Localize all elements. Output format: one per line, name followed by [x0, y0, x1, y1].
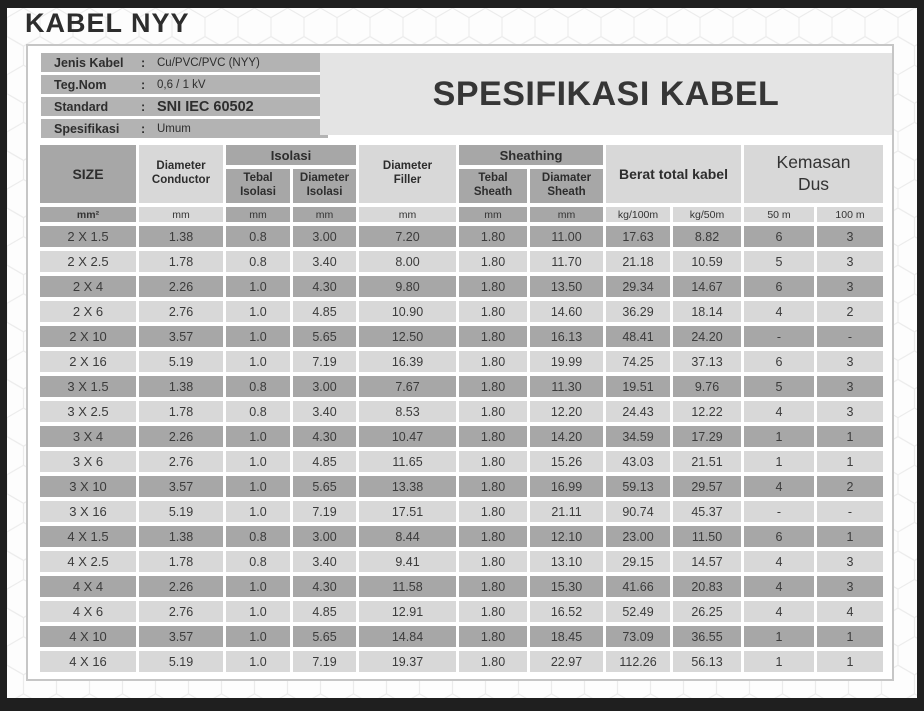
content-box: [26, 44, 894, 681]
value-cell: 19.37: [359, 651, 456, 672]
value-cell: 9.76: [673, 376, 741, 397]
value-cell: 14.67: [673, 276, 741, 297]
value-cell: 5.65: [293, 476, 356, 497]
unit-cell: mm: [293, 207, 356, 222]
value-cell: 11.70: [530, 251, 603, 272]
value-cell: 19.51: [606, 376, 670, 397]
value-cell: 29.57: [673, 476, 741, 497]
info-row-teg-nom: [41, 75, 328, 94]
value-cell: 22.97: [530, 651, 603, 672]
value-cell: 1: [817, 526, 883, 547]
value-cell: 1.80: [459, 301, 527, 322]
value-cell: 1.0: [226, 576, 290, 597]
value-cell: 20.83: [673, 576, 741, 597]
value-cell: 3: [817, 351, 883, 372]
value-cell: 1: [744, 626, 814, 647]
header-diameter-conductor: [139, 145, 223, 203]
value-cell: 1.80: [459, 351, 527, 372]
value-cell: 13.38: [359, 476, 456, 497]
value-cell: 10.47: [359, 426, 456, 447]
value-cell: 15.26: [530, 451, 603, 472]
value-cell: 12.22: [673, 401, 741, 422]
table-row: [40, 251, 883, 272]
size-cell: 4 X 10: [40, 626, 136, 647]
value-cell: 34.59: [606, 426, 670, 447]
spec-title-panel: [320, 53, 892, 135]
table-row: [40, 276, 883, 297]
value-cell: 1: [744, 426, 814, 447]
page-title: KABEL NYY: [25, 8, 190, 38]
value-cell: 5: [744, 251, 814, 272]
spec-title: SPESIFIKASI KABEL: [432, 74, 780, 113]
value-cell: 3.40: [293, 551, 356, 572]
value-cell: 3.00: [293, 226, 356, 247]
header-diamater-sheath-label: Diamater Sheath: [541, 172, 592, 198]
value-cell: 3.00: [293, 376, 356, 397]
value-cell: 6: [744, 226, 814, 247]
value-cell: 43.03: [606, 451, 670, 472]
table-row: [40, 451, 883, 472]
value-cell: 13.50: [530, 276, 603, 297]
value-cell: 4: [817, 601, 883, 622]
value-cell: 5.19: [139, 351, 223, 372]
value-cell: 3.57: [139, 626, 223, 647]
value-cell: 6: [744, 351, 814, 372]
info-sep: :: [141, 77, 146, 92]
info-value: 0,6 / 1 kV: [157, 78, 206, 91]
value-cell: 29.34: [606, 276, 670, 297]
value-cell: 24.43: [606, 401, 670, 422]
units-row: [40, 207, 883, 222]
value-cell: 1.0: [226, 301, 290, 322]
value-cell: 1.80: [459, 226, 527, 247]
unit-cell: 50 m: [744, 207, 814, 222]
value-cell: 0.8: [226, 376, 290, 397]
value-cell: 4.85: [293, 601, 356, 622]
value-cell: 14.20: [530, 426, 603, 447]
value-cell: 4: [744, 476, 814, 497]
table-row: [40, 226, 883, 247]
value-cell: 1.80: [459, 401, 527, 422]
value-cell: 11.65: [359, 451, 456, 472]
info-label: Jenis Kabel: [54, 55, 124, 70]
table-row: [40, 576, 883, 597]
value-cell: 1.0: [226, 476, 290, 497]
value-cell: 3: [817, 276, 883, 297]
value-cell: 1.78: [139, 401, 223, 422]
info-label: Spesifikasi: [54, 121, 120, 136]
value-cell: 23.00: [606, 526, 670, 547]
value-cell: 2: [817, 301, 883, 322]
value-cell: 1.80: [459, 326, 527, 347]
header-diameter-isolasi-label: Diameter Isolasi: [299, 172, 350, 198]
value-cell: 1.0: [226, 651, 290, 672]
value-cell: 1: [744, 651, 814, 672]
value-cell: 11.58: [359, 576, 456, 597]
value-cell: 19.99: [530, 351, 603, 372]
unit-cell: 100 m: [817, 207, 883, 222]
value-cell: 16.99: [530, 476, 603, 497]
value-cell: 4: [744, 301, 814, 322]
value-cell: 18.14: [673, 301, 741, 322]
value-cell: -: [817, 326, 883, 347]
header-diameter-filler-label: Diameter Filler: [382, 160, 433, 186]
value-cell: 5.65: [293, 326, 356, 347]
value-cell: 52.49: [606, 601, 670, 622]
size-cell: 2 X 1.5: [40, 226, 136, 247]
value-cell: 3: [817, 226, 883, 247]
info-label: Teg.Nom: [54, 77, 107, 92]
unit-cell: kg/50m: [673, 207, 741, 222]
value-cell: 1.78: [139, 551, 223, 572]
info-label: Standard: [54, 99, 109, 114]
value-cell: 1: [817, 451, 883, 472]
header-diameter-filler: [359, 145, 456, 203]
value-cell: 4.30: [293, 276, 356, 297]
value-cell: 36.29: [606, 301, 670, 322]
size-cell: 4 X 4: [40, 576, 136, 597]
unit-cell: kg/100m: [606, 207, 670, 222]
value-cell: 24.20: [673, 326, 741, 347]
value-cell: 17.51: [359, 501, 456, 522]
table-row: [40, 476, 883, 497]
size-cell: 2 X 2.5: [40, 251, 136, 272]
value-cell: -: [744, 501, 814, 522]
info-value: Cu/PVC/PVC (NYY): [157, 56, 260, 69]
value-cell: 1: [817, 626, 883, 647]
value-cell: 9.80: [359, 276, 456, 297]
cable-info-panel: [41, 53, 328, 141]
value-cell: 2.76: [139, 601, 223, 622]
value-cell: 1.38: [139, 226, 223, 247]
value-cell: 6: [744, 526, 814, 547]
value-cell: 14.57: [673, 551, 741, 572]
size-cell: 3 X 2.5: [40, 401, 136, 422]
value-cell: 1.80: [459, 651, 527, 672]
value-cell: 1.80: [459, 576, 527, 597]
header-tebal-isolasi: [226, 169, 290, 203]
header-isolasi-group: Isolasi: [226, 145, 356, 165]
value-cell: 10.90: [359, 301, 456, 322]
unit-cell: mm: [459, 207, 527, 222]
value-cell: 1.80: [459, 451, 527, 472]
header-size: SIZE: [40, 145, 136, 203]
value-cell: 1.0: [226, 326, 290, 347]
value-cell: 1.80: [459, 501, 527, 522]
value-cell: 17.29: [673, 426, 741, 447]
header-berat-total-kabel: Berat total kabel: [606, 145, 741, 203]
value-cell: 5.19: [139, 501, 223, 522]
info-sep: :: [141, 99, 146, 114]
header-diameter-conductor-label: Diameter Conductor: [151, 160, 211, 186]
header-diamater-sheath: [530, 169, 603, 203]
value-cell: 2.26: [139, 576, 223, 597]
header-tebal-isolasi-label: Tebal Isolasi: [240, 172, 276, 198]
size-cell: 3 X 1.5: [40, 376, 136, 397]
value-cell: 1.80: [459, 601, 527, 622]
value-cell: 1.0: [226, 601, 290, 622]
value-cell: 4.85: [293, 451, 356, 472]
value-cell: 1.80: [459, 376, 527, 397]
value-cell: 13.10: [530, 551, 603, 572]
value-cell: 90.74: [606, 501, 670, 522]
size-cell: 4 X 6: [40, 601, 136, 622]
value-cell: 10.59: [673, 251, 741, 272]
table-row: [40, 351, 883, 372]
value-cell: 7.19: [293, 501, 356, 522]
value-cell: 4.30: [293, 576, 356, 597]
table-row: [40, 401, 883, 422]
value-cell: 5.19: [139, 651, 223, 672]
value-cell: -: [744, 326, 814, 347]
value-cell: 0.8: [226, 401, 290, 422]
value-cell: 37.13: [673, 351, 741, 372]
value-cell: 12.50: [359, 326, 456, 347]
unit-cell: mm²: [40, 207, 136, 222]
value-cell: 4.85: [293, 301, 356, 322]
value-cell: 0.8: [226, 251, 290, 272]
size-cell: 2 X 6: [40, 301, 136, 322]
size-cell: 2 X 16: [40, 351, 136, 372]
info-row-standard: [41, 97, 328, 116]
value-cell: 29.15: [606, 551, 670, 572]
value-cell: 3: [817, 576, 883, 597]
value-cell: 2: [817, 476, 883, 497]
header-diameter-isolasi: [293, 169, 356, 203]
value-cell: 36.55: [673, 626, 741, 647]
value-cell: 1.80: [459, 251, 527, 272]
value-cell: 3.40: [293, 401, 356, 422]
value-cell: 21.51: [673, 451, 741, 472]
value-cell: 7.20: [359, 226, 456, 247]
value-cell: 1.80: [459, 476, 527, 497]
value-cell: 2.26: [139, 426, 223, 447]
value-cell: 1: [744, 451, 814, 472]
size-cell: 3 X 4: [40, 426, 136, 447]
header-group-row: [40, 145, 883, 165]
unit-cell: mm: [359, 207, 456, 222]
value-cell: 4: [744, 576, 814, 597]
spec-table: [37, 141, 886, 676]
value-cell: 1.80: [459, 551, 527, 572]
value-cell: 0.8: [226, 226, 290, 247]
table-row: [40, 526, 883, 547]
info-value: Umum: [157, 122, 191, 135]
value-cell: 1.0: [226, 276, 290, 297]
value-cell: 8.53: [359, 401, 456, 422]
value-cell: 1.80: [459, 526, 527, 547]
value-cell: 1.78: [139, 251, 223, 272]
value-cell: 45.37: [673, 501, 741, 522]
value-cell: 11.00: [530, 226, 603, 247]
value-cell: 48.41: [606, 326, 670, 347]
header-sheathing-group: Sheathing: [459, 145, 603, 165]
value-cell: 1.80: [459, 426, 527, 447]
info-sep: :: [141, 121, 146, 136]
table-row: [40, 626, 883, 647]
value-cell: 12.10: [530, 526, 603, 547]
value-cell: 4: [744, 401, 814, 422]
value-cell: 16.39: [359, 351, 456, 372]
value-cell: 1.0: [226, 426, 290, 447]
header-tebal-sheath-label: Tebal Sheath: [473, 172, 513, 198]
value-cell: 73.09: [606, 626, 670, 647]
size-cell: 4 X 2.5: [40, 551, 136, 572]
value-cell: 1: [817, 651, 883, 672]
value-cell: 21.11: [530, 501, 603, 522]
value-cell: 1.0: [226, 501, 290, 522]
value-cell: 14.84: [359, 626, 456, 647]
value-cell: 9.41: [359, 551, 456, 572]
value-cell: 5: [744, 376, 814, 397]
value-cell: 6: [744, 276, 814, 297]
value-cell: 3: [817, 401, 883, 422]
value-cell: 7.19: [293, 651, 356, 672]
value-cell: 1.38: [139, 376, 223, 397]
value-cell: 0.8: [226, 551, 290, 572]
header-tebal-sheath: [459, 169, 527, 203]
header-kemasan-dus: [744, 145, 883, 203]
value-cell: 11.30: [530, 376, 603, 397]
value-cell: 3.57: [139, 326, 223, 347]
value-cell: 1.0: [226, 451, 290, 472]
value-cell: 15.30: [530, 576, 603, 597]
size-cell: 3 X 10: [40, 476, 136, 497]
value-cell: 59.13: [606, 476, 670, 497]
value-cell: 1.80: [459, 626, 527, 647]
value-cell: -: [817, 501, 883, 522]
value-cell: 3: [817, 376, 883, 397]
value-cell: 56.13: [673, 651, 741, 672]
value-cell: 4.30: [293, 426, 356, 447]
value-cell: 1.80: [459, 276, 527, 297]
value-cell: 74.25: [606, 351, 670, 372]
table-row: [40, 326, 883, 347]
value-cell: 2.76: [139, 301, 223, 322]
info-sep: :: [141, 55, 146, 70]
size-cell: 2 X 10: [40, 326, 136, 347]
value-cell: 5.65: [293, 626, 356, 647]
value-cell: 8.44: [359, 526, 456, 547]
value-cell: 1.38: [139, 526, 223, 547]
info-value: SNI IEC 60502: [157, 98, 254, 115]
value-cell: 1.0: [226, 626, 290, 647]
table-row: [40, 651, 883, 672]
value-cell: 11.50: [673, 526, 741, 547]
value-cell: 3.57: [139, 476, 223, 497]
size-cell: 3 X 6: [40, 451, 136, 472]
size-cell: 4 X 16: [40, 651, 136, 672]
page-background: [7, 8, 917, 698]
value-cell: 18.45: [530, 626, 603, 647]
unit-cell: mm: [139, 207, 223, 222]
value-cell: 2.76: [139, 451, 223, 472]
size-cell: 4 X 1.5: [40, 526, 136, 547]
value-cell: 12.91: [359, 601, 456, 622]
value-cell: 0.8: [226, 526, 290, 547]
value-cell: 7.19: [293, 351, 356, 372]
value-cell: 4: [744, 551, 814, 572]
value-cell: 3: [817, 251, 883, 272]
table-row: [40, 301, 883, 322]
table-row: [40, 501, 883, 522]
value-cell: 16.52: [530, 601, 603, 622]
value-cell: 3.00: [293, 526, 356, 547]
value-cell: 26.25: [673, 601, 741, 622]
value-cell: 1.0: [226, 351, 290, 372]
value-cell: 17.63: [606, 226, 670, 247]
size-cell: 2 X 4: [40, 276, 136, 297]
value-cell: 4: [744, 601, 814, 622]
value-cell: 8.00: [359, 251, 456, 272]
table-row: [40, 551, 883, 572]
info-row-jenis-kabel: [41, 53, 328, 72]
value-cell: 41.66: [606, 576, 670, 597]
unit-cell: mm: [226, 207, 290, 222]
value-cell: 7.67: [359, 376, 456, 397]
value-cell: 112.26: [606, 651, 670, 672]
table-row: [40, 376, 883, 397]
value-cell: 1: [817, 426, 883, 447]
value-cell: 14.60: [530, 301, 603, 322]
info-row-spesifikasi: [41, 119, 328, 138]
table-row: [40, 601, 883, 622]
value-cell: 12.20: [530, 401, 603, 422]
table-row: [40, 426, 883, 447]
value-cell: 21.18: [606, 251, 670, 272]
value-cell: 16.13: [530, 326, 603, 347]
value-cell: 3: [817, 551, 883, 572]
unit-cell: mm: [530, 207, 603, 222]
value-cell: 2.26: [139, 276, 223, 297]
header-kemasan-dus-label: Kemasan Dus: [776, 152, 851, 194]
value-cell: 3.40: [293, 251, 356, 272]
value-cell: 8.82: [673, 226, 741, 247]
size-cell: 3 X 16: [40, 501, 136, 522]
